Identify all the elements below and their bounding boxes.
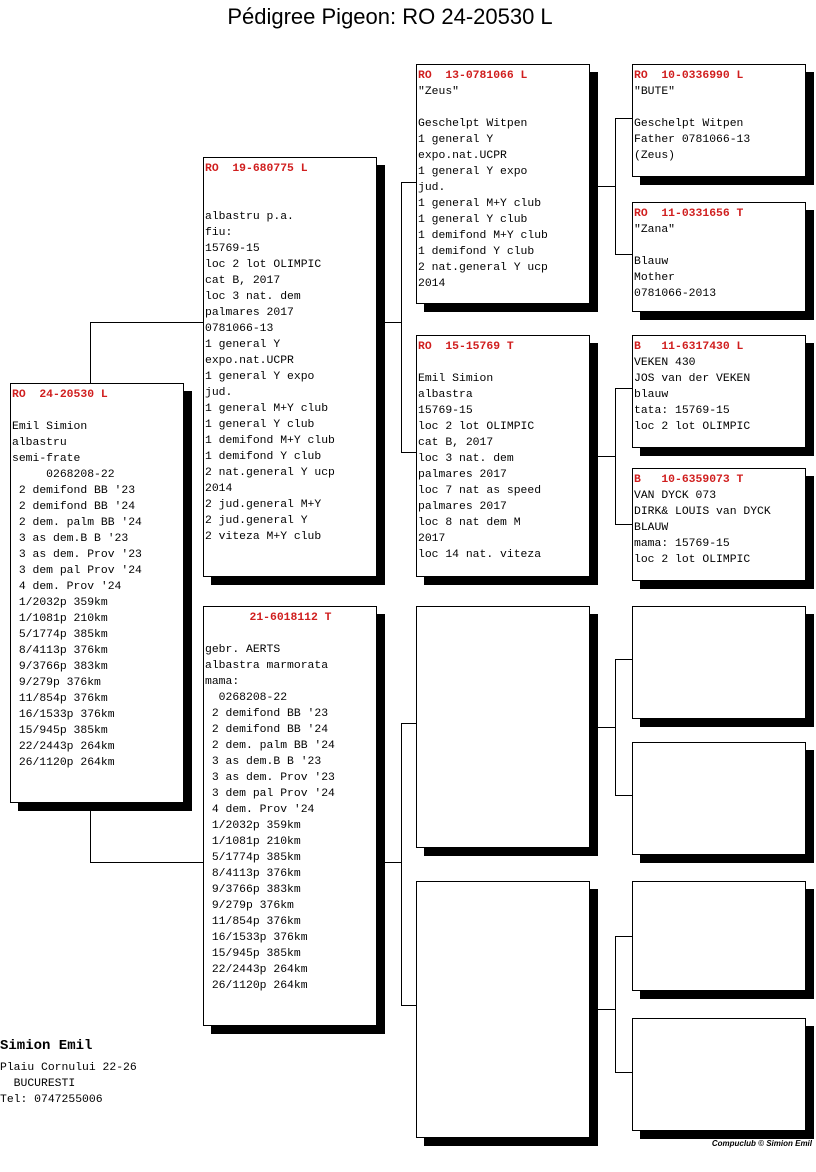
detail-line: 2014	[418, 278, 446, 290]
detail-line: 2 viteza M+Y club	[205, 531, 322, 543]
detail-line: 2 jud.general M+Y	[205, 499, 322, 511]
detail-line: loc 8 nat dem M	[418, 517, 521, 529]
detail-line: 4 dem. Prov '24	[12, 581, 122, 593]
connector	[90, 322, 91, 383]
detail-line: Mother	[634, 272, 676, 284]
dam-dam-card	[416, 881, 590, 1138]
detail-line: "Zana"	[634, 224, 676, 236]
connector	[615, 795, 632, 796]
detail-line	[634, 238, 805, 254]
dd-dam-card	[632, 1018, 806, 1131]
ring-number: RO 19-680775 L	[205, 163, 308, 175]
ring-number: RO 10-0336990 L	[634, 70, 744, 82]
detail-line: 9/3766p 383km	[205, 884, 301, 896]
detail-line: Tel: 0747255006	[0, 1094, 103, 1106]
connector	[615, 659, 632, 660]
detail-line: 9/3766p 383km	[12, 661, 108, 673]
page-title: Pédigree Pigeon: RO 24-20530 L	[227, 4, 553, 29]
card-details	[634, 488, 805, 568]
detail-line: 15/945p 385km	[12, 725, 108, 737]
connector	[598, 186, 616, 187]
detail-line: 1 general Y expo	[205, 371, 315, 383]
detail-line: "Zeus"	[418, 86, 460, 98]
detail-line: 1 demifond Y club	[205, 451, 322, 463]
detail-line: 8/4113p 376km	[205, 868, 301, 880]
detail-line: 0781066-2013	[634, 288, 717, 300]
sd-sire-card	[632, 335, 806, 448]
detail-line: 1 general Y	[418, 134, 494, 146]
detail-line: 9/279p 376km	[12, 677, 101, 689]
detail-line: 26/1120p 264km	[205, 980, 308, 992]
detail-line: palmares 2017	[418, 469, 507, 481]
connector	[90, 862, 204, 863]
connector	[401, 723, 402, 1006]
connector	[598, 727, 616, 728]
card-details	[634, 84, 805, 164]
detail-line	[205, 626, 376, 642]
connector	[401, 452, 417, 453]
ring-number: RO 24-20530 L	[12, 389, 108, 401]
detail-line: palmares 2017	[418, 501, 507, 513]
connector	[401, 182, 402, 453]
connector	[615, 254, 632, 255]
ring-number: B 11-6317430 L	[634, 341, 744, 353]
card-details	[12, 403, 183, 771]
ss-dam-card	[632, 202, 806, 312]
dam-card	[203, 606, 377, 1026]
detail-line: tata: 15769-15	[634, 405, 730, 417]
detail-line: 1 general Y	[205, 339, 281, 351]
connector	[384, 322, 402, 323]
detail-line: 2 demifond BB '23	[205, 708, 329, 720]
detail-line: 1 general M+Y club	[418, 198, 542, 210]
detail-line: 26/1120p 264km	[12, 757, 115, 769]
detail-line: Plaiu Cornului 22-26	[0, 1062, 137, 1074]
card-details	[205, 177, 376, 545]
detail-line	[205, 177, 376, 193]
detail-line: 11/854p 376km	[205, 916, 301, 928]
detail-line: 2 demifond BB '24	[205, 724, 329, 736]
detail-line: 5/1774p 385km	[12, 629, 108, 641]
detail-line: 3 as dem.B B '23	[205, 756, 322, 768]
detail-line: 4 dem. Prov '24	[205, 804, 315, 816]
detail-line: 1 general M+Y club	[205, 403, 329, 415]
detail-line: VEKEN 430	[634, 357, 696, 369]
detail-line: mama:	[205, 676, 240, 688]
detail-line: 1/1081p 210km	[205, 836, 301, 848]
detail-line: 2014	[205, 483, 233, 495]
ring-number: RO 13-0781066 L	[418, 70, 528, 82]
connector	[401, 723, 417, 724]
connector	[615, 1072, 632, 1073]
ds-dam-card	[632, 742, 806, 855]
detail-line: 3 as dem. Prov '23	[205, 772, 335, 784]
connector	[598, 1009, 616, 1010]
detail-line: 2 demifond BB '23	[12, 485, 136, 497]
detail-line: 1/1081p 210km	[12, 613, 108, 625]
detail-line: 1/2032p 359km	[205, 820, 301, 832]
detail-line: mama: 15769-15	[634, 538, 730, 550]
detail-line: 5/1774p 385km	[205, 852, 301, 864]
detail-line: 2 dem. palm BB '24	[205, 740, 335, 752]
detail-line: 9/279p 376km	[205, 900, 294, 912]
detail-line: semi-frate	[12, 453, 81, 465]
detail-line: Emil Simion	[12, 421, 88, 433]
detail-line: 1 general Y club	[418, 214, 528, 226]
connector	[615, 936, 632, 937]
detail-line	[12, 403, 183, 419]
detail-line: Geschelpt Witpen	[634, 118, 744, 130]
detail-line: expo.nat.UCPR	[205, 355, 294, 367]
subject-card	[10, 383, 184, 803]
card-details	[418, 84, 589, 292]
detail-line: 1 demifond M+Y club	[418, 230, 548, 242]
detail-line: 2 nat.general Y ucp	[205, 467, 335, 479]
detail-line: 0268208-22	[12, 469, 115, 481]
detail-line: loc 2 lot OLIMPIC	[418, 421, 535, 433]
dd-sire-card	[632, 881, 806, 991]
detail-line: albastra marmorata	[205, 660, 329, 672]
connector	[598, 456, 616, 457]
footer-credit: Compuclub © Simion Emil	[711, 1139, 812, 1148]
sire-sire-card	[416, 64, 590, 304]
detail-line: loc 7 nat as speed	[418, 485, 542, 497]
detail-line: 1 demifond Y club	[418, 246, 535, 258]
owner-address	[0, 1060, 137, 1108]
detail-line: 2 dem. palm BB '24	[12, 517, 142, 529]
sd-dam-card	[632, 468, 806, 581]
detail-line: BLAUW	[634, 522, 669, 534]
connector	[401, 1005, 417, 1006]
ring-number: 21-6018112 T	[249, 612, 332, 624]
detail-line: cat B, 2017	[418, 437, 494, 449]
ds-sire-card	[632, 606, 806, 719]
detail-line: 2 demifond BB '24	[12, 501, 136, 513]
ring-number: RO 15-15769 T	[418, 341, 514, 353]
connector	[615, 118, 632, 119]
connector	[615, 388, 632, 389]
detail-line: 16/1533p 376km	[12, 709, 115, 721]
detail-line: gebr. AERTS	[205, 644, 281, 656]
dam-sire-card	[416, 606, 590, 848]
ring-number: B 10-6359073 T	[634, 474, 744, 486]
detail-line	[205, 193, 376, 209]
detail-line: 3 dem pal Prov '24	[205, 788, 335, 800]
connector	[615, 118, 616, 255]
detail-line: Father 0781066-13	[634, 134, 751, 146]
detail-line: 8/4113p 376km	[12, 645, 108, 657]
detail-line: 1 general Y expo	[418, 166, 528, 178]
detail-line: loc 14 nat. viteza	[418, 549, 542, 561]
detail-line: VAN DYCK 073	[634, 490, 717, 502]
detail-line: 22/2443p 264km	[205, 964, 308, 976]
detail-line: 3 as dem.B B '23	[12, 533, 129, 545]
detail-line: loc 2 lot OLIMPIC	[634, 421, 751, 433]
detail-line: 2 nat.general Y ucp	[418, 262, 548, 274]
detail-line: jud.	[205, 387, 233, 399]
detail-line: blauw	[634, 389, 669, 401]
detail-line: BUCURESTI	[0, 1078, 76, 1090]
detail-line: 3 dem pal Prov '24	[12, 565, 142, 577]
connector	[615, 524, 632, 525]
detail-line: 3 as dem. Prov '23	[12, 549, 142, 561]
detail-line: 0268208-22	[205, 692, 288, 704]
card-details	[418, 355, 589, 563]
detail-line: DIRK& LOUIS van DYCK	[634, 506, 771, 518]
detail-line: Emil Simion	[418, 373, 494, 385]
detail-line: JOS van der VEKEN	[634, 373, 751, 385]
detail-line: Blauw	[634, 256, 669, 268]
detail-line: 15769-15	[418, 405, 473, 417]
detail-line: Geschelpt Witpen	[418, 118, 528, 130]
detail-line: albastru p.a.	[205, 211, 294, 223]
detail-line: 16/1533p 376km	[205, 932, 308, 944]
detail-line	[418, 100, 589, 116]
owner-name: Simion Emil	[0, 1038, 93, 1054]
detail-line: albastru	[12, 437, 67, 449]
detail-line: 1 general Y club	[205, 419, 315, 431]
connector	[90, 810, 91, 863]
card-details	[634, 355, 805, 435]
sire-card	[203, 157, 377, 577]
detail-line: cat B, 2017	[205, 275, 281, 287]
sire-dam-card	[416, 335, 590, 577]
connector	[615, 388, 616, 525]
card-details	[205, 626, 376, 994]
detail-line: "BUTE"	[634, 86, 676, 98]
detail-line: 2017	[418, 533, 446, 545]
detail-line: 11/854p 376km	[12, 693, 108, 705]
connector	[90, 322, 204, 323]
connector	[401, 182, 417, 183]
ring-number: RO 11-0331656 T	[634, 208, 744, 220]
detail-line: palmares 2017	[205, 307, 294, 319]
connector	[615, 936, 616, 1073]
detail-line: 1 demifond M+Y club	[205, 435, 335, 447]
detail-line: 22/2443p 264km	[12, 741, 115, 753]
detail-line: (Zeus)	[634, 150, 676, 162]
detail-line: 1/2032p 359km	[12, 597, 108, 609]
detail-line: 15/945p 385km	[205, 948, 301, 960]
owner-info	[0, 1036, 137, 1108]
detail-line: 0781066-13	[205, 323, 274, 335]
detail-line: jud.	[418, 182, 446, 194]
detail-line	[634, 100, 805, 116]
detail-line: albastra	[418, 389, 473, 401]
detail-line: 15769-15	[205, 243, 260, 255]
ss-sire-card	[632, 64, 806, 177]
detail-line: 2 jud.general Y	[205, 515, 308, 527]
connector	[384, 862, 402, 863]
card-details	[634, 222, 805, 302]
connector	[615, 659, 616, 796]
detail-line: loc 3 nat. dem	[418, 453, 514, 465]
detail-line	[418, 355, 589, 371]
detail-line: loc 3 nat. dem	[205, 291, 301, 303]
detail-line: loc 2 lot OLIMPIC	[205, 259, 322, 271]
detail-line: fiu:	[205, 227, 233, 239]
detail-line: expo.nat.UCPR	[418, 150, 507, 162]
detail-line: loc 2 lot OLIMPIC	[634, 554, 751, 566]
